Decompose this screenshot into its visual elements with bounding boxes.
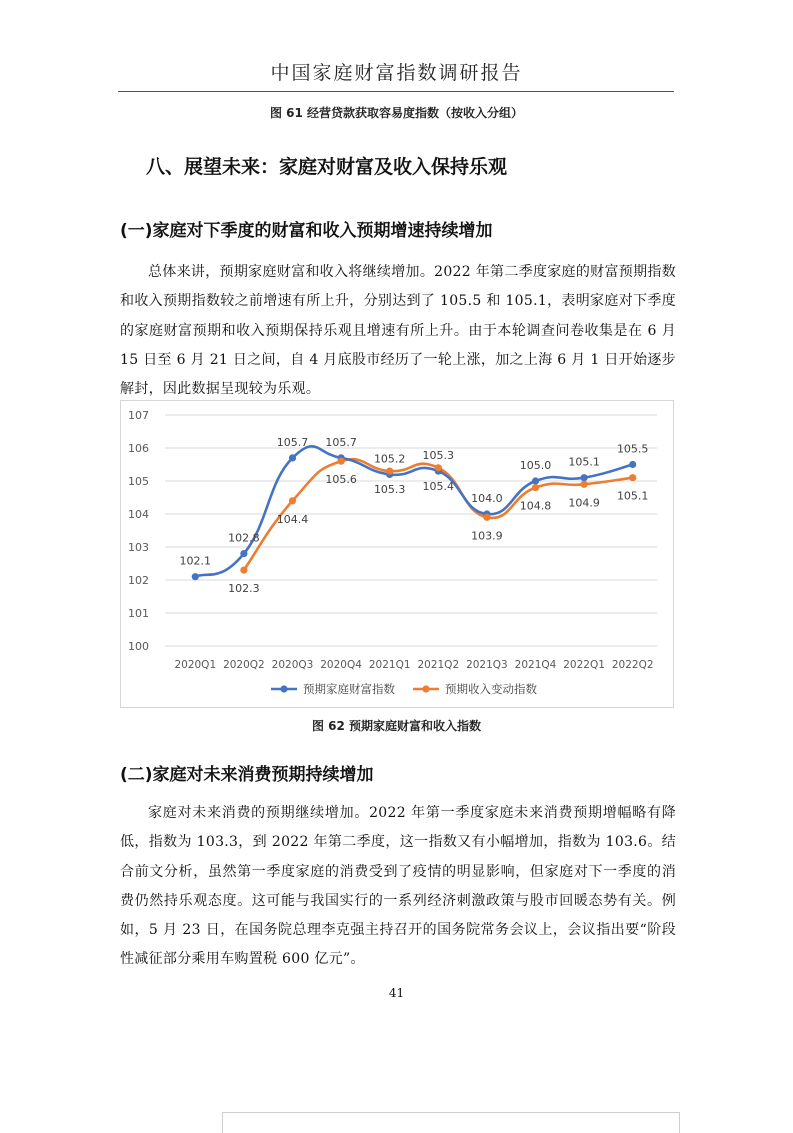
- section-heading: 八、展望未来：家庭对财富及收入保持乐观: [146, 156, 508, 178]
- x-tick-label: 2020Q3: [271, 659, 314, 671]
- y-tick-label: 106: [128, 442, 149, 455]
- x-tick-label: 2020Q4: [320, 659, 362, 671]
- income-data-point: [581, 481, 588, 488]
- y-tick-label: 105: [128, 475, 149, 488]
- wealth-data-label: 105.5: [616, 442, 649, 456]
- wealth-data-point: [581, 474, 588, 481]
- bottom-frame: [222, 1112, 680, 1133]
- income-data-label: 105.3: [373, 483, 406, 497]
- y-tick-label: 103: [128, 541, 149, 554]
- legend-label-wealth: 预期家庭财富指数: [303, 682, 395, 696]
- expectation-index-chart: [120, 400, 674, 708]
- legend-marker-wealth: [280, 685, 287, 692]
- page-number: 41: [388, 986, 405, 1000]
- header-rule: [118, 91, 674, 92]
- income-data-label: 104.9: [568, 496, 600, 510]
- subsection-1-heading: (一)家庭对下季度的财富和收入预期增速持续增加: [120, 221, 493, 241]
- wealth-data-point: [192, 573, 199, 580]
- income-data-label: 105.6: [325, 473, 357, 487]
- x-tick-label: 2020Q2: [223, 659, 265, 671]
- income-data-point: [289, 497, 296, 504]
- wealth-data-point: [532, 477, 539, 484]
- y-tick-label: 100: [128, 640, 149, 653]
- subsection-2-paragraph: 家庭对未来消费的预期继续增加。2022 年第一季度家庭未来消费预期增幅略有降低，指数为 103.3，到 2022 年第二季度，这一指数又有小幅增加，指数为 103.6。结合前文分析，虽然第一季度家庭的消费受到了疫情的明显影响，但家庭对下一季度的消费仍然持乐观态度。这可能与我国实行的一系列经济刺激政策与股市回暖态势有关。例如，5 月 23 日，在国务院总理李克强主持召开的国务院常务会议上，会议指出要“阶段性减征部分乘用车购置税 600 亿元”。: [120, 805, 676, 968]
- report-header-title: 中国家庭财富指数调研报告: [270, 62, 523, 84]
- wealth-data-label: 105.2: [373, 452, 406, 466]
- wealth-data-point: [289, 454, 296, 461]
- x-tick-label: 2021Q4: [514, 659, 557, 671]
- wealth-data-label: 102.8: [228, 531, 260, 545]
- y-tick-label: 104: [128, 508, 149, 521]
- income-data-label: 104.4: [276, 512, 309, 526]
- income-data-point: [532, 484, 539, 491]
- figure-62-caption: 图 62 预期家庭财富和收入指数: [311, 719, 482, 733]
- income-data-label: 105.4: [422, 479, 455, 493]
- income-data-label: 102.3: [228, 582, 260, 596]
- wealth-data-point: [240, 550, 247, 557]
- income-data-point: [629, 474, 636, 481]
- legend-label-income: 预期收入变动指数: [445, 682, 537, 696]
- wealth-data-label: 105.0: [519, 459, 552, 472]
- wealth-data-label: 105.3: [422, 449, 455, 463]
- wealth-data-label: 105.7: [276, 435, 309, 449]
- x-tick-label: 2022Q1: [563, 659, 605, 671]
- wealth-data-label: 104.0: [471, 492, 503, 505]
- income-data-label: 104.8: [519, 499, 552, 513]
- x-tick-label: 2020Q1: [174, 659, 217, 671]
- income-data-point: [483, 514, 490, 521]
- wealth-data-label: 105.7: [325, 435, 357, 449]
- y-tick-label: 102: [128, 574, 149, 587]
- x-tick-label: 2021Q1: [368, 659, 411, 671]
- income-data-point: [240, 567, 247, 574]
- wealth-data-label: 105.1: [568, 455, 600, 469]
- y-tick-label: 107: [128, 409, 149, 422]
- chart-canvas: [121, 401, 673, 707]
- figure-61-caption: 图 61 经营贷款获取容易度指数（按收入分组）: [269, 106, 524, 120]
- x-tick-label: 2021Q2: [417, 659, 460, 671]
- subsection-2-heading: (二)家庭对未来消费预期持续增加: [120, 765, 374, 785]
- income-data-point: [386, 468, 393, 475]
- income-data-point: [435, 464, 442, 471]
- income-data-label: 105.1: [616, 489, 649, 503]
- y-tick-label: 101: [128, 607, 149, 620]
- x-tick-label: 2021Q3: [466, 659, 508, 671]
- income-data-point: [338, 458, 345, 465]
- x-tick-label: 2022Q2: [611, 659, 654, 671]
- income-data-label: 103.9: [471, 529, 503, 543]
- legend-marker-income: [422, 685, 429, 692]
- wealth-data-label: 102.1: [179, 554, 212, 568]
- subsection-1-paragraph: 总体来讲，预期家庭财富和收入将继续增加。2022 年第二季度家庭的财富预期指数和收入预期指数较之前增速有所上升，分别达到了 105.5 和 105.1，表明家庭对下季度的家庭财富预期和收入预期保持乐观且增速有所上升。由于本轮调查问卷收集是在 6 月 15 日至 6 月 21 日之间，自 4 月底股市经历了一轮上涨，加之上海 6 月 1 日开始逐步解封，因此数据呈现较为乐观。: [120, 264, 676, 398]
- wealth-data-point: [629, 461, 636, 468]
